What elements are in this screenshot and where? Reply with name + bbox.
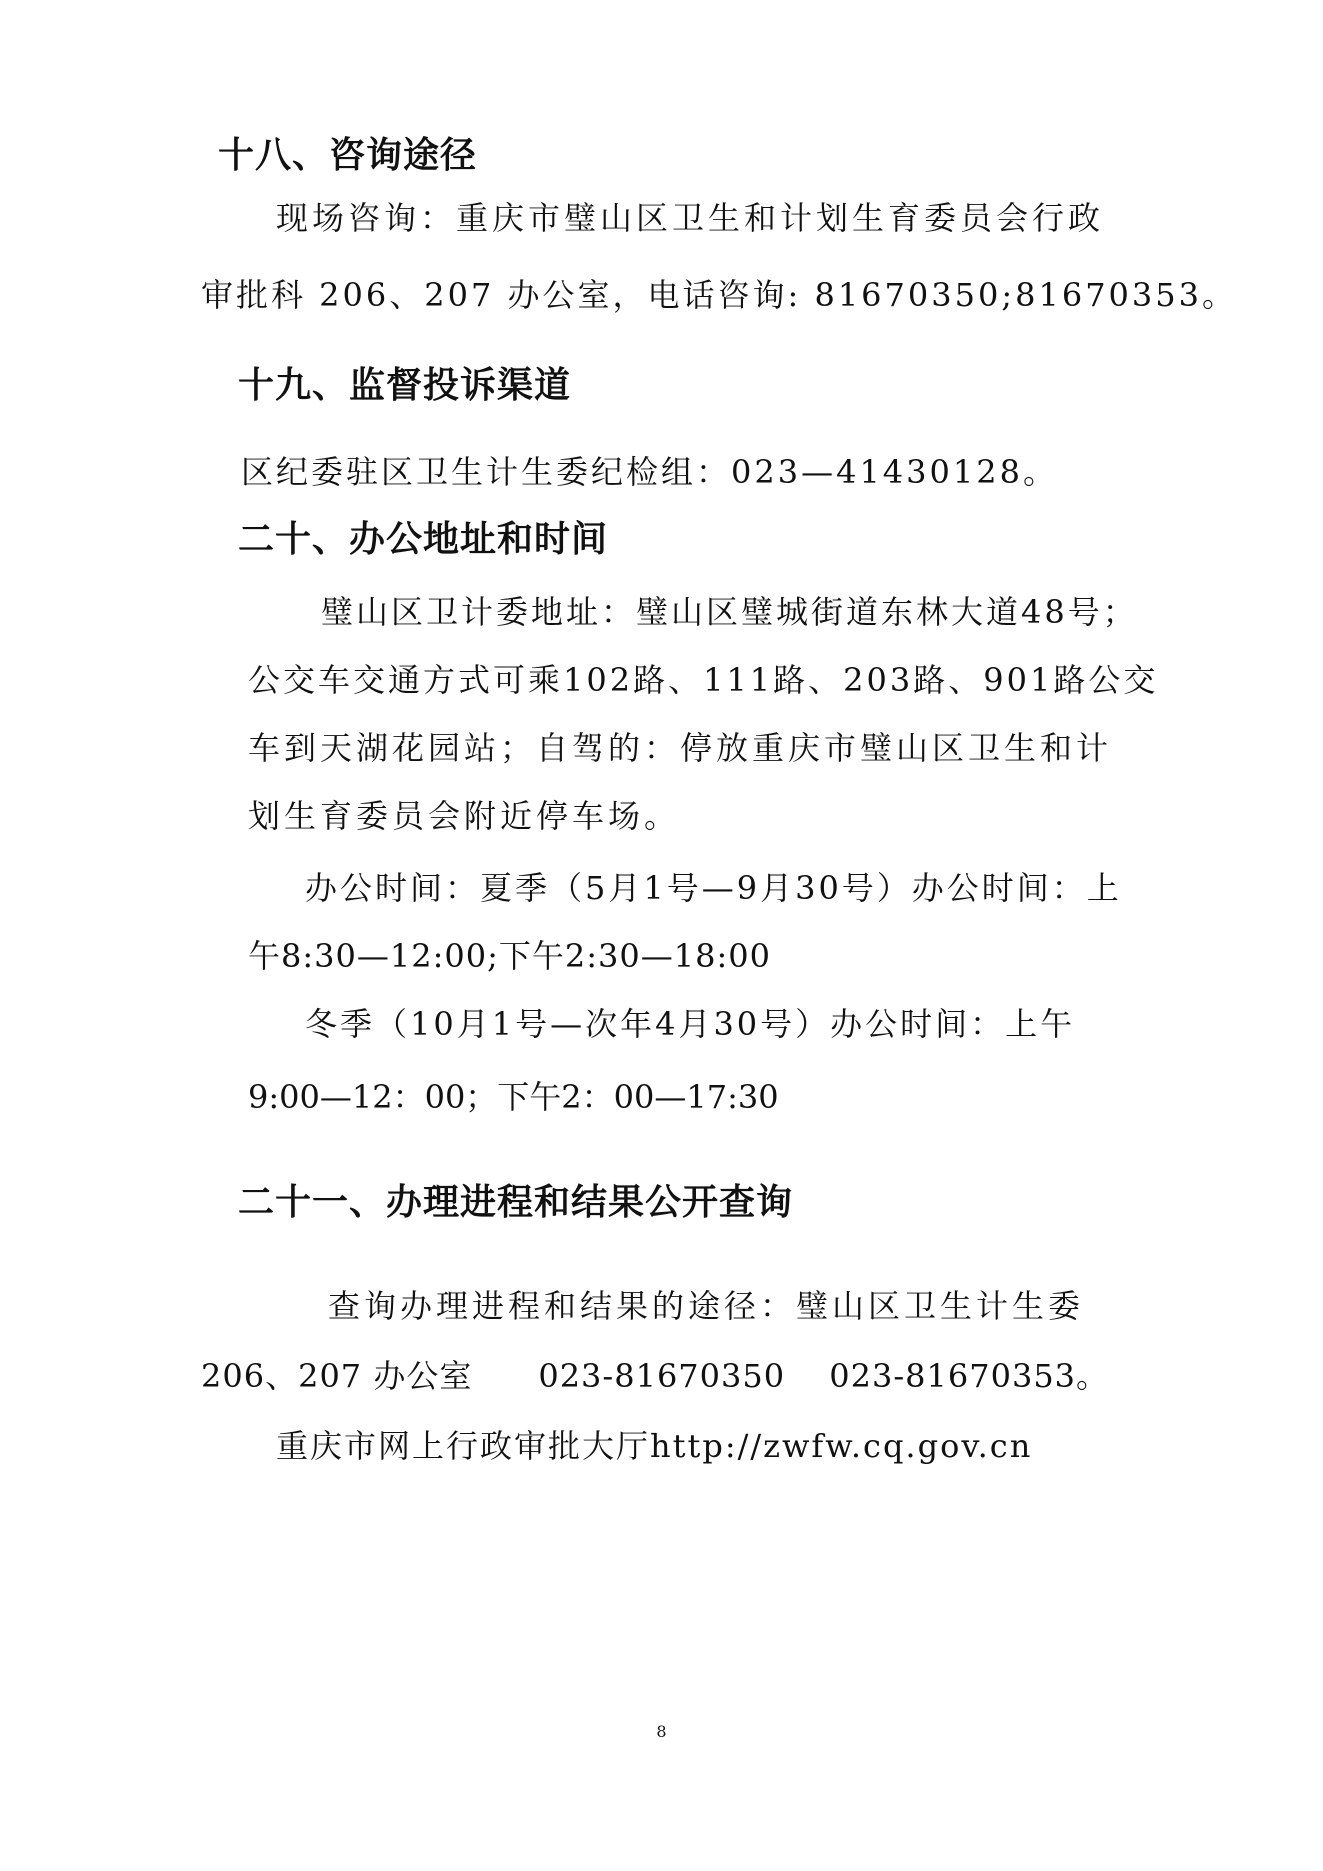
section-heading-19: 十九、监督投诉渠道	[238, 365, 572, 406]
paragraph-line: 审批科 206、207 办公室，电话咨询: 81670350;81670353。	[201, 276, 1237, 314]
paragraph-line: 璧山区卫计委地址：璧山区璧城街道东林大道48号；	[321, 593, 1138, 631]
paragraph-line: 午8:30—12:00;下午2:30—18:00	[248, 937, 771, 975]
paragraph-line: 车到天湖花园站；自驾的：停放重庆市璧山区卫生和计	[248, 729, 1113, 767]
paragraph-line: 9:00—12：00；下午2：00—17:30	[248, 1078, 779, 1116]
paragraph-line: 查询办理进程和结果的途径：璧山区卫生计生委	[328, 1287, 1085, 1325]
paragraph-line: 现场咨询：重庆市璧山区卫生和计划生育委员会行政	[276, 199, 1105, 237]
section-heading-18: 十八、咨询途径	[218, 135, 478, 176]
section-heading-21: 二十一、办理进程和结果公开查询	[238, 1182, 794, 1223]
paragraph-line: 冬季（10月1号—次年4月30号）办公时间：上午	[305, 1005, 1076, 1043]
paragraph-line: 区纪委驻区卫生计生委纪检组：023—41430128。	[241, 453, 1058, 491]
paragraph-line: 划生育委员会附近停车场。	[248, 797, 681, 835]
paragraph-line: 公交车交通方式可乘102路、111路、203路、901路公交	[248, 661, 1159, 699]
paragraph-line: 办公时间：夏季（5月1号—9月30号）办公时间：上	[305, 869, 1122, 907]
paragraph-line: 重庆市网上行政审批大厅http://zwfw.cq.gov.cn	[276, 1427, 1033, 1465]
page-number: 8	[656, 1722, 667, 1741]
section-heading-20: 二十、办公地址和时间	[238, 519, 609, 560]
paragraph-line: 206、207 办公室 023-81670350 023-81670353。	[201, 1357, 1110, 1395]
